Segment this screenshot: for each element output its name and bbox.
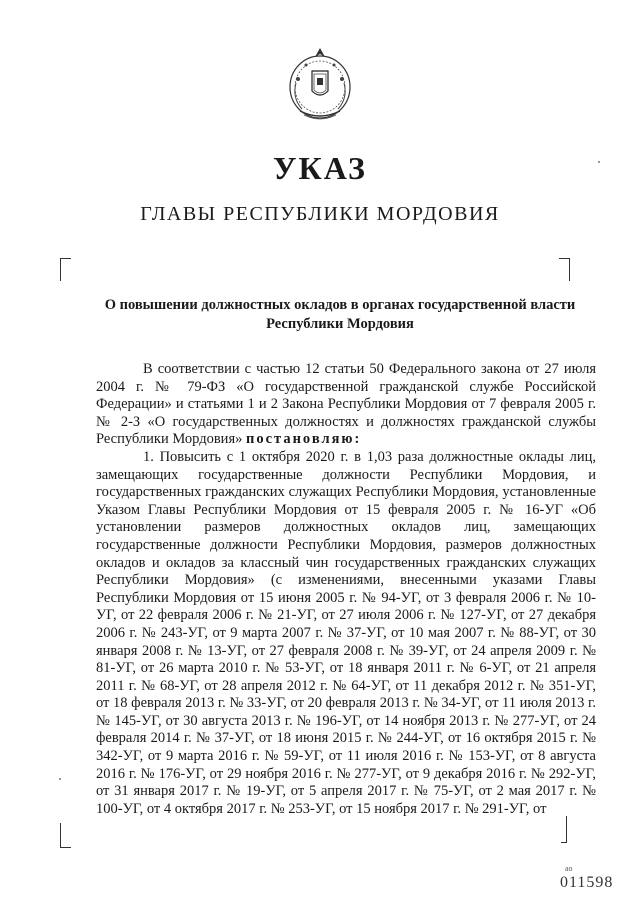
decree-title	[80, 296, 600, 334]
scan-speck	[59, 778, 61, 780]
stamp-mark: ao	[565, 864, 573, 873]
decree-body	[96, 361, 596, 818]
corner-mark-top-right	[559, 258, 570, 281]
margin-bracket-mark	[561, 816, 567, 843]
decree-title-line-1: О повышении должностных окладов в органах государственной власти	[104, 297, 576, 313]
preamble-paragraph	[96, 361, 596, 449]
decree-keyword: постановляю:	[245, 431, 362, 448]
corner-mark-bottom-left	[60, 823, 71, 848]
scan-speck	[598, 161, 600, 163]
document-serial-number: 011598	[560, 874, 614, 891]
issuing-authority: ГЛАВЫ РЕСПУБЛИКИ МОРДОВИЯ	[140, 203, 500, 225]
preamble-text: В соответствии с частью 12 статьи 50 Федерального закона от 27 июля 2004 г. № 79-ФЗ «О государственной гражданской службе Российской Федерации» и статьями 1 и 2 Закона Республики Мордовия от 7 февраля 2005 г. № 2-З «О государственных должностях и должностях гражданской службы Республики Мордовия»	[96, 361, 596, 448]
coat-of-arms-emblem	[282, 43, 358, 125]
document-type-heading: УКАЗ	[273, 150, 367, 186]
corner-mark-top-left	[60, 258, 71, 281]
decree-title-line-2: Республики Мордовия	[266, 316, 414, 332]
item-1-paragraph: 1. Повысить с 1 октября 2020 г. в 1,03 раза должностные оклады лиц, замещающих государственные должности Республики Мордовия, и государственных гражданских служащих Республики Мордовия, установленные Указом Главы Республики Мордовия от 15 февраля 2005 г. № 16-УГ «Об установлении размеров должностных окладов лиц, замещающих государственные должности Республики Мордовия, размеров должностных окладов и окладов за классный чин государственных гражданских служащих Республики Мордовия» (с изменениями, внесенными указами Главы Республики Мордовия от 15 июня 2005 г. № 94-УГ, от 3 февраля 2006 г. № 10-УГ, от 22 февраля 2006 г. № 21-УГ, от 27 июля 2006 г. № 127-УГ, от 27 декабря 2006 г. № 243-УГ, от 9 марта 2007 г. № 37-УГ, от 10 мая 2007 г. № 88-УГ, от 30 января 2008 г. № 13-УГ, от 27 февраля 2008 г. № 39-УГ, от 24 апреля 2009 г. № 81-УГ, от 26 марта 2010 г. № 53-УГ, от 18 января 2011 г. № 6-УГ, от 21 апреля 2011 г. № 68-УГ, от 28 апреля 2012 г. № 64-УГ, от 11 декабря 2012 г. № 351-УГ, от 18 февраля 2013 г. № 33-УГ, от 20 февраля 2013 г. № 34-УГ, от 11 июля 2013 г. № 145-УГ, от 30 августа 2013 г. № 196-УГ, от 14 ноября 2013 г. № 277-УГ, от 24 февраля 2014 г. № 37-УГ, от 18 июня 2015 г. № 244-УГ, от 16 октября 2015 г. № 342-УГ, от 9 марта 2016 г. № 59-УГ, от 11 июля 2016 г. № 153-УГ, от 8 августа 2016 г. № 176-УГ, от 29 ноября 2016 г. № 277-УГ, от 9 декабря 2016 г. № 292-УГ, от 31 января 2017 г. № 19-УГ, от 5 апреля 2017 г. № 75-УГ, от 2 мая 2017 г. № 100-УГ, от 4 октября 2017 г. № 253-УГ, от 15 ноября 2017 г. № 291-УГ, от	[96, 448, 596, 817]
